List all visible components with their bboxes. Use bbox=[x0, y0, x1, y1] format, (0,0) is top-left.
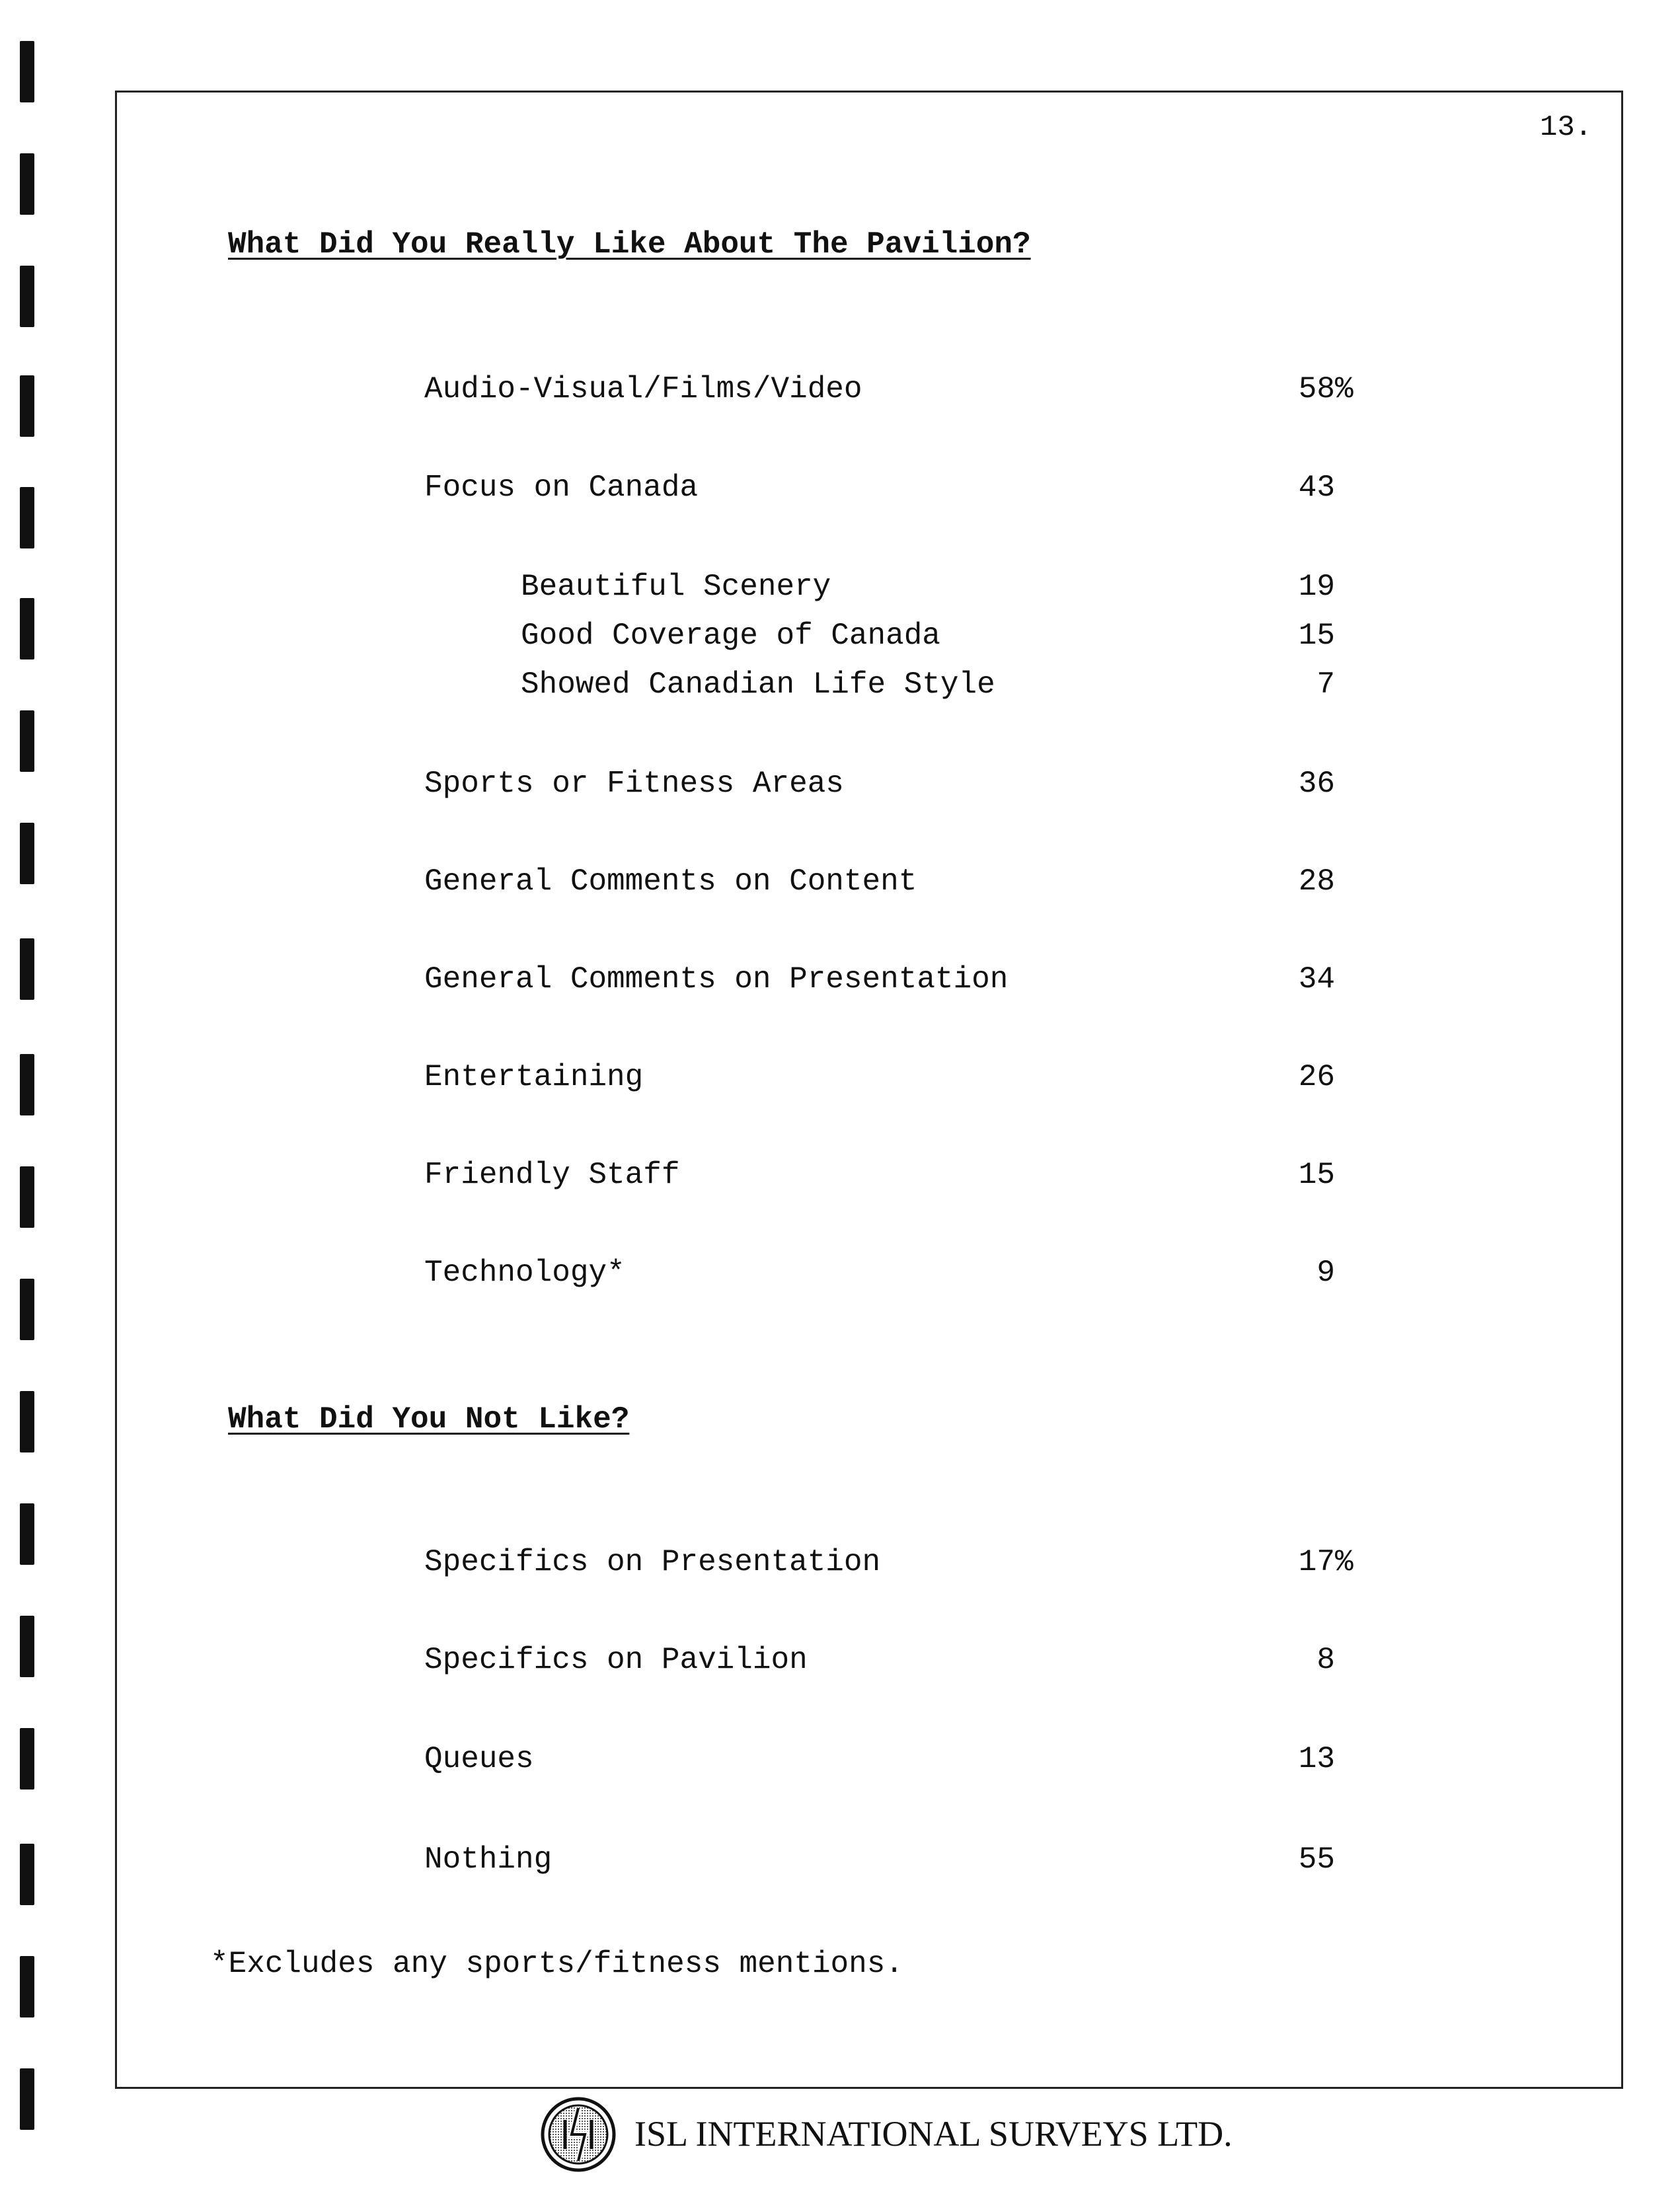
list-item-value: 58 bbox=[1298, 372, 1335, 406]
binding-mark bbox=[20, 375, 34, 437]
list-item-label: Specifics on Presentation bbox=[424, 1545, 881, 1579]
percent-sign: % bbox=[1335, 1545, 1354, 1579]
binding-mark bbox=[20, 1391, 34, 1452]
percent-sign: % bbox=[1335, 372, 1354, 406]
binding-mark bbox=[20, 1166, 34, 1228]
list-item-value: 28 bbox=[1298, 864, 1335, 899]
list-item-label: Queues bbox=[424, 1742, 534, 1776]
list-item-value: 43 bbox=[1298, 471, 1335, 505]
binding-mark bbox=[20, 938, 34, 1000]
binding-mark bbox=[20, 1054, 34, 1115]
binding-mark bbox=[20, 2068, 34, 2130]
list-item-value: 9 bbox=[1317, 1256, 1335, 1290]
list-item-label: Friendly Staff bbox=[424, 1158, 680, 1192]
binding-mark bbox=[20, 823, 34, 884]
list-item-label: Nothing bbox=[424, 1842, 553, 1877]
list-item-label: Focus on Canada bbox=[424, 471, 699, 505]
binding-mark bbox=[20, 710, 34, 772]
list-subitem-label: Showed Canadian Life Style bbox=[521, 667, 995, 702]
list-item-value: 34 bbox=[1298, 962, 1335, 997]
list-item-value: 26 bbox=[1298, 1060, 1335, 1094]
page-number: 13. bbox=[1540, 111, 1593, 144]
list-subitem-value: 15 bbox=[1298, 619, 1335, 653]
list-item-value: 13 bbox=[1298, 1742, 1335, 1776]
binding-mark bbox=[20, 598, 34, 660]
list-item-value: 8 bbox=[1317, 1643, 1335, 1677]
list-item-value: 15 bbox=[1298, 1158, 1335, 1192]
binding-mark bbox=[20, 41, 34, 102]
list-item-label: Sports or Fitness Areas bbox=[424, 767, 844, 801]
binding-mark bbox=[20, 153, 34, 215]
list-subitem-label: Good Coverage of Canada bbox=[521, 619, 940, 653]
company-name: ISL INTERNATIONAL SURVEYS LTD. bbox=[634, 2114, 1233, 2154]
list-item-label: General Comments on Presentation bbox=[424, 962, 1009, 997]
binding-mark bbox=[20, 266, 34, 327]
isl-logo-icon bbox=[539, 2093, 618, 2175]
list-item-label: Entertaining bbox=[424, 1060, 644, 1094]
list-subitem-label: Beautiful Scenery bbox=[521, 570, 831, 604]
list-item-label: General Comments on Content bbox=[424, 864, 917, 899]
binding-mark bbox=[20, 1616, 34, 1677]
list-item-label: Audio-Visual/Films/Video bbox=[424, 372, 862, 406]
list-item-label: Technology* bbox=[424, 1256, 625, 1290]
list-item-value: 55 bbox=[1298, 1842, 1335, 1877]
binding-mark bbox=[20, 1503, 34, 1565]
section-heading-liked: What Did You Really Like About The Pavilion? bbox=[228, 227, 1031, 262]
list-subitem-value: 19 bbox=[1298, 570, 1335, 604]
list-item-label: Specifics on Pavilion bbox=[424, 1643, 808, 1677]
page-frame bbox=[115, 91, 1623, 2089]
list-item-value: 17 bbox=[1298, 1545, 1335, 1579]
binding-mark bbox=[20, 1728, 34, 1790]
binding-mark bbox=[20, 1844, 34, 1905]
binding-mark bbox=[20, 1956, 34, 2017]
binding-mark bbox=[20, 487, 34, 548]
list-item-value: 36 bbox=[1298, 767, 1335, 801]
section-heading-disliked: What Did You Not Like? bbox=[228, 1402, 630, 1437]
binding-mark bbox=[20, 1279, 34, 1340]
list-subitem-value: 7 bbox=[1317, 667, 1335, 702]
footnote: *Excludes any sports/fitness mentions. bbox=[210, 1947, 903, 1981]
